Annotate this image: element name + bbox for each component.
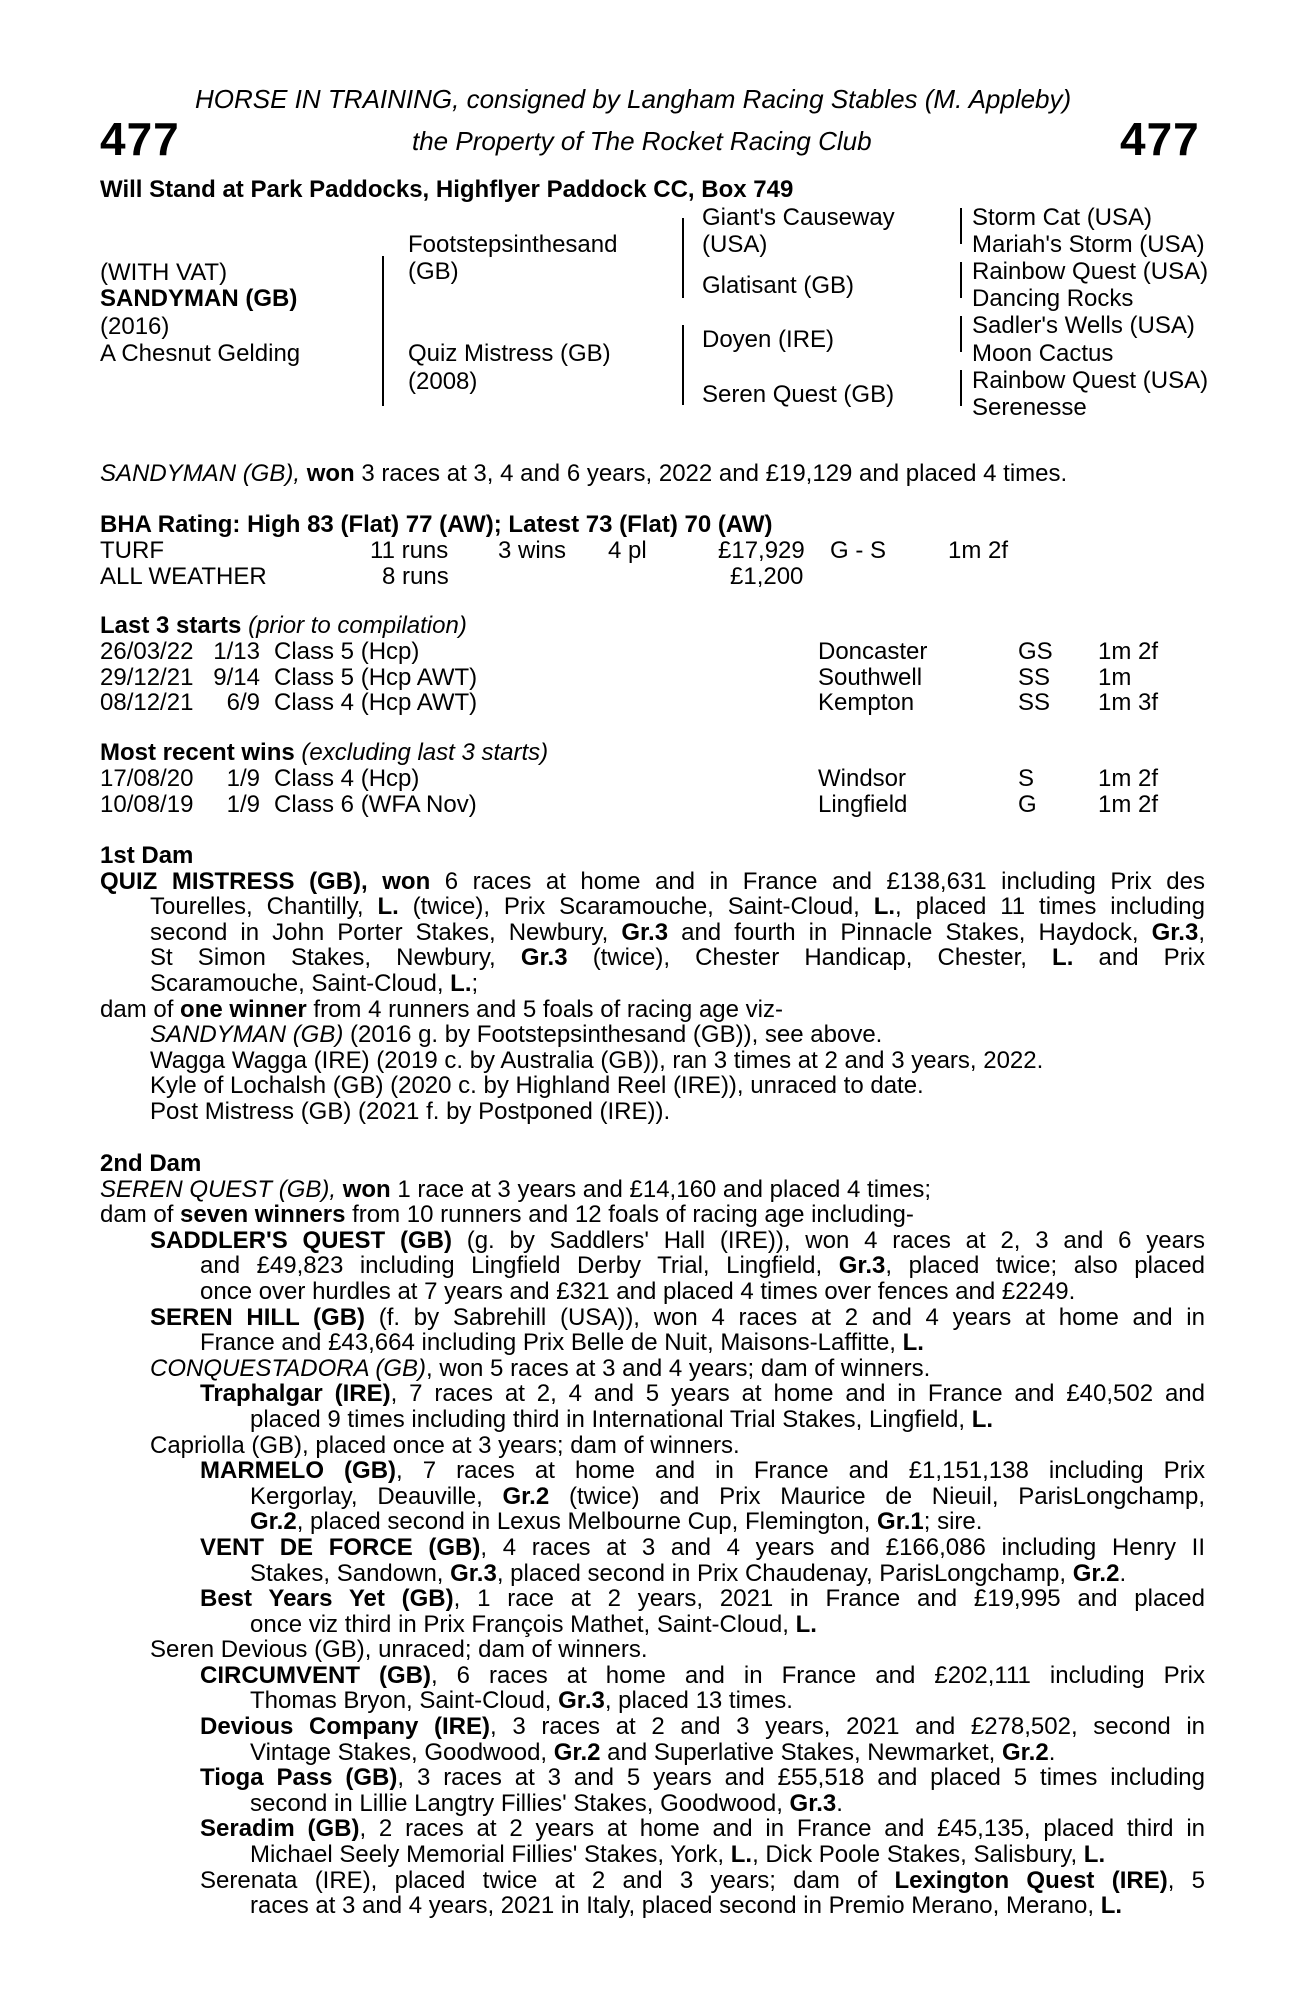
produce-name: Best Years Yet (GB) <box>200 1585 454 1613</box>
grade: L. <box>795 1610 817 1638</box>
produce-item <box>100 1535 1205 1561</box>
produce-item <box>100 1740 1205 1766</box>
text: and £49,823 including Lingfield Derby Trial, Lingfield, <box>200 1252 839 1280</box>
grade: Gr.3 <box>838 1252 886 1280</box>
text: dam of <box>100 995 181 1023</box>
pedigree-brace-3a <box>960 208 962 244</box>
text: , Dick Poole Stakes, Salisbury, <box>752 1841 1084 1869</box>
rating-wins <box>498 564 608 590</box>
win-date: 10/08/19 <box>100 790 194 818</box>
win-dist: 1m 2f <box>1098 765 1159 792</box>
second-dam-line <box>100 1202 1205 1228</box>
first-dam-line <box>100 920 1205 946</box>
grade: L. <box>1052 944 1074 972</box>
text: and fourth in Pinnacle Stakes, Haydock, <box>668 918 1152 946</box>
lot-number-left: 477 <box>100 113 180 165</box>
grade: Gr.2 <box>553 1738 601 1766</box>
table-row <box>100 766 1158 792</box>
start-course: Doncaster <box>818 638 928 665</box>
text: Tourelles, Chantilly, <box>150 893 378 921</box>
start-class: Class 5 (Hcp AWT) <box>274 663 478 691</box>
produce-name: CONQUESTADORA (GB) <box>150 1354 427 1382</box>
dam-dam: Seren Quest (GB) <box>702 381 895 408</box>
rating-pl <box>608 564 718 590</box>
text: , 3 races at 2 and 3 years, 2021 and £278,502, second in <box>490 1713 1205 1741</box>
second-dam-line <box>100 1177 1205 1203</box>
grade: L. <box>902 1329 924 1357</box>
text: , placed 13 times. <box>604 1687 793 1715</box>
ggp-7: Rainbow Quest (USA) <box>972 367 1209 394</box>
winner-count: seven winners <box>180 1201 346 1229</box>
produce-item: Capriolla (GB), placed once at 3 years; dam of winners. <box>150 1431 740 1459</box>
table-row <box>100 690 1158 716</box>
text: once viz third in Prix François Mathet, Saint-Cloud, <box>250 1610 796 1638</box>
rating-distance <box>948 564 1008 590</box>
produce-name: Lexington Quest (IRE) <box>894 1866 1168 1894</box>
text: , placed second in Lexus Melbourne Cup, Flemington, <box>296 1508 878 1536</box>
table-row <box>100 665 1158 691</box>
text: , 7 races at home and in France and £1,151,138 including Prix <box>396 1457 1206 1485</box>
text: and Prix <box>1073 944 1206 972</box>
recent-wins-table <box>100 766 1158 817</box>
text: . <box>836 1789 843 1817</box>
grade: Gr.3 <box>789 1789 837 1817</box>
produce-item <box>100 1022 1205 1048</box>
last-starts-note: (prior to compilation) <box>248 612 467 639</box>
first-dam-line <box>100 869 1205 895</box>
text: . <box>1119 1559 1127 1587</box>
second-dam-heading: 2nd Dam <box>100 1150 202 1177</box>
summary-name: SANDYMAN (GB), <box>100 460 301 487</box>
text: (twice), Chester Handicap, Chester, <box>567 944 1053 972</box>
text: , placed second in Prix Chaudenay, ParisLongchamp, <box>496 1559 1073 1587</box>
produce-item <box>100 1842 1205 1868</box>
dam-won: won <box>342 1175 391 1203</box>
dam-name: Quiz Mistress (GB) <box>408 340 611 367</box>
summary-text: 3 races at 3, 4 and 6 years, 2022 and £19,129 and placed 4 times. <box>354 460 1068 487</box>
grade: Gr.1 <box>877 1508 924 1536</box>
grade: L. <box>377 893 399 921</box>
text: (twice) and Prix Maurice de Nieuil, ParisLongchamp, <box>549 1482 1206 1510</box>
ggp-4: Dancing Rocks <box>972 285 1134 312</box>
text: from 4 runners and 5 foals of racing age viz- <box>306 995 783 1023</box>
produce-name: MARMELO (GB) <box>200 1457 397 1485</box>
text: 1 race at 3 years and £14,160 and placed 4 times; <box>390 1175 932 1203</box>
sire-sire: Giant's Causeway <box>702 204 895 231</box>
text: second in John Porter Stakes, Newbury, <box>150 918 622 946</box>
grade: Gr.3 <box>621 918 669 946</box>
start-date: 29/12/21 <box>100 663 194 691</box>
pedigree-brace-2a <box>682 218 684 298</box>
text: , 7 races at 2, 4 and 5 years at home and in France and £40,502 and <box>390 1380 1205 1408</box>
start-date: 08/12/21 <box>100 689 194 716</box>
rating-prize: £17,929 <box>718 537 805 564</box>
produce-name: Traphalgar (IRE) <box>200 1380 391 1408</box>
produce-name: SANDYMAN (GB) <box>150 1021 344 1049</box>
pedigree-brace-3c <box>960 316 962 352</box>
win-pos: 1/9 <box>226 790 260 818</box>
dam-sire: Doyen (IRE) <box>702 326 835 353</box>
text: (2016 g. by Footstepsinthesand (GB)), see above. <box>343 1021 883 1049</box>
text: , won 5 races at 3 and 4 years; dam of winners. <box>426 1354 931 1382</box>
dam-won: won <box>382 867 431 895</box>
recent-wins-title: Most recent wins <box>100 739 295 766</box>
text: Kergorlay, Deauville, <box>250 1482 503 1510</box>
produce-item <box>100 1586 1205 1612</box>
start-dist: 1m 2f <box>1098 638 1159 665</box>
produce-item <box>100 1893 1205 1919</box>
text: Stakes, Sandown, <box>250 1559 451 1587</box>
start-date: 26/03/22 <box>100 638 194 665</box>
produce-item <box>100 1663 1205 1689</box>
produce-item <box>100 1714 1205 1740</box>
produce-name: Devious Company (IRE) <box>200 1713 491 1741</box>
horse-description: A Chesnut Gelding <box>100 340 301 367</box>
text: Thomas Bryon, Saint-Cloud, <box>250 1687 559 1715</box>
win-going: G <box>1018 790 1037 818</box>
grade: Gr.2 <box>502 1482 550 1510</box>
first-dam-section <box>100 843 1205 1125</box>
text: dam of <box>100 1201 181 1229</box>
rating-prize: £1,200 <box>730 562 804 590</box>
produce-item <box>100 1791 1205 1817</box>
produce-item: Kyle of Lochalsh (GB) (2020 c. by Highland Reel (IRE)), unraced to date. <box>150 1072 924 1100</box>
start-pos: 9/14 <box>213 663 260 691</box>
sire-country: (GB) <box>408 258 459 285</box>
start-dist: 1m 3f <box>1098 689 1159 716</box>
sire-name: Footstepsinthesand <box>408 231 618 258</box>
sire-sire-country: (USA) <box>702 231 768 258</box>
text: , 5 <box>1167 1866 1206 1894</box>
table-row <box>100 639 1158 665</box>
start-class: Class 5 (Hcp) <box>274 638 420 665</box>
text: 6 races at home and in France and £138,631 including Prix des <box>430 867 1205 895</box>
text: , placed twice; also placed <box>885 1252 1205 1280</box>
text: France and £43,664 including Prix Belle de Nuit, Maisons-Laffitte, <box>200 1329 903 1357</box>
start-going: SS <box>1018 663 1051 691</box>
second-dam-section <box>100 1151 1205 1919</box>
text: ; <box>471 969 479 997</box>
dam-year: (2008) <box>408 368 478 395</box>
produce-item: Wagga Wagga (IRE) (2019 c. by Australia (GB)), ran 3 times at 2 and 3 years, 2022. <box>150 1046 1044 1074</box>
ggp-8: Serenesse <box>972 394 1087 421</box>
pedigree-brace-3b <box>960 262 962 298</box>
grade: Gr.3 <box>520 944 568 972</box>
produce-item: Seren Devious (GB), unraced; dam of winners. <box>150 1636 648 1664</box>
pedigree-brace-1 <box>382 256 384 406</box>
text: . <box>1048 1738 1056 1766</box>
text: Scaramouche, Saint-Cloud, <box>150 969 451 997</box>
ggp-6: Moon Cactus <box>972 340 1114 367</box>
text: (f. by Sabrehill (USA)), won 4 races at 2 and 4 years at home and in <box>365 1303 1205 1331</box>
text: , <box>1198 918 1205 946</box>
pedigree-brace-2b <box>682 325 684 405</box>
win-going: S <box>1018 765 1035 792</box>
sire-dam: Glatisant (GB) <box>702 272 855 299</box>
text: , 2 races at 2 years at home and in France and £45,135, placed third in <box>359 1815 1205 1843</box>
grade: Gr.3 <box>558 1687 605 1715</box>
produce-item <box>100 1816 1205 1842</box>
text: , 6 races at home and in France and £202,111 including Prix <box>431 1661 1205 1689</box>
start-going: SS <box>1018 689 1051 716</box>
produce-item <box>100 1868 1205 1894</box>
ggp-3: Rainbow Quest (USA) <box>972 258 1209 285</box>
text: and Superlative Stakes, Newmarket, <box>600 1738 1002 1766</box>
produce-item <box>100 1381 1205 1407</box>
produce-item: Post Mistress (GB) (2021 f. by Postponed (IRE)). <box>150 1097 671 1125</box>
first-dam-line <box>100 971 1205 997</box>
produce-item <box>100 1688 1205 1714</box>
ggp-5: Sadler's Wells (USA) <box>972 312 1195 339</box>
recent-wins-note: (excluding last 3 starts) <box>301 739 549 766</box>
produce-item <box>100 1305 1205 1331</box>
grade: Gr.2 <box>250 1508 297 1536</box>
text: , placed 11 times including <box>895 893 1205 921</box>
stand-line: Will Stand at Park Paddocks, Highflyer Paddock CC, Box 749 <box>100 176 794 203</box>
produce-item <box>100 1228 1205 1254</box>
summary-won: won <box>306 460 355 487</box>
dam-name-bold: QUIZ MISTRESS (GB), <box>100 867 368 895</box>
produce-item <box>100 1765 1205 1791</box>
text: Vintage Stakes, Goodwood, <box>250 1738 554 1766</box>
rating-wins: 3 wins <box>498 537 567 564</box>
rating-runs: 11 runs <box>370 537 449 564</box>
produce-item: once over hurdles at 7 years and £321 and placed 4 times over fences and £2249. <box>200 1277 1076 1305</box>
produce-name: Seradim (GB) <box>200 1815 360 1843</box>
grade: L. <box>1083 1841 1106 1869</box>
winner-count: one winner <box>180 995 307 1023</box>
last-starts-heading <box>100 613 467 639</box>
ggp-2: Mariah's Storm (USA) <box>972 231 1205 258</box>
rating-going: G - S <box>830 537 887 564</box>
grade: Gr.2 <box>1072 1559 1120 1587</box>
win-course: Lingfield <box>818 790 908 818</box>
first-dam-line <box>100 894 1205 920</box>
start-going: GS <box>1018 638 1053 665</box>
win-class: Class 4 (Hcp) <box>274 765 420 792</box>
produce-name: SEREN HILL (GB) <box>150 1303 366 1331</box>
dam-name: SEREN QUEST (GB), <box>100 1175 337 1203</box>
produce-item <box>100 1458 1205 1484</box>
first-dam-heading: 1st Dam <box>100 842 194 869</box>
text: St Simon Stakes, Newbury, <box>150 944 521 972</box>
produce-item <box>100 1612 1205 1638</box>
text: second in Lillie Langtry Fillies' Stakes, Goodwood, <box>250 1789 790 1817</box>
rating-pl: 4 pl <box>608 537 647 564</box>
grade: Gr.2 <box>1002 1738 1049 1766</box>
grade: L. <box>730 1841 753 1869</box>
win-date: 17/08/20 <box>100 765 194 792</box>
property-line: the Property of The Rocket Racing Club <box>412 126 872 156</box>
produce-name: VENT DE FORCE (GB) <box>200 1533 481 1561</box>
produce-name: SADDLER'S QUEST (GB) <box>150 1226 452 1254</box>
text: placed 9 times including third in International Trial Stakes, Lingfield, <box>250 1405 972 1433</box>
produce-name: CIRCUMVENT (GB) <box>200 1661 431 1689</box>
grade: L. <box>1100 1892 1123 1920</box>
start-class: Class 4 (Hcp AWT) <box>274 689 478 716</box>
start-pos: 1/13 <box>213 638 260 665</box>
table-row <box>100 792 1158 818</box>
text: Michael Seely Memorial Fillies' Stakes, York, <box>250 1841 731 1869</box>
text: (g. by Saddlers' Hall (IRE)), won 4 races at 2, 3 and 6 years <box>451 1226 1205 1254</box>
produce-item <box>100 1356 1205 1382</box>
win-class: Class 6 (WFA Nov) <box>274 790 477 818</box>
produce-item <box>100 1407 1205 1433</box>
race-summary <box>100 461 1067 487</box>
produce-item <box>100 1253 1205 1279</box>
grade: Gr.3 <box>1151 918 1199 946</box>
start-course: Southwell <box>818 663 923 691</box>
horse-year: (2016) <box>100 313 170 340</box>
win-dist: 1m 2f <box>1098 790 1159 818</box>
pedigree-brace-3d <box>960 370 962 406</box>
text: , 1 race at 2 years, 2021 in France and £19,995 and placed <box>453 1585 1206 1613</box>
text: (twice), Prix Scaramouche, Saint-Cloud, <box>398 893 874 921</box>
rating-table <box>100 538 1008 589</box>
grade: Gr.3 <box>450 1559 497 1587</box>
win-pos: 1/9 <box>226 765 260 792</box>
produce-item <box>100 1509 1205 1535</box>
text: , 4 races at 3 and 4 years and £166,086 including Henry II <box>480 1533 1205 1561</box>
start-pos: 6/9 <box>226 689 260 716</box>
text: , 3 races at 3 and 5 years and £55,518 and placed 5 times including <box>397 1764 1206 1792</box>
produce-name: Tioga Pass (GB) <box>200 1764 398 1792</box>
consignment-line: HORSE IN TRAINING, consigned by Langham Racing Stables (M. Appleby) <box>195 84 1072 114</box>
first-dam-line <box>100 945 1205 971</box>
grade: L. <box>873 893 896 921</box>
recent-wins-heading <box>100 740 548 766</box>
produce-item <box>100 1330 1205 1356</box>
first-dam-line <box>100 997 1205 1023</box>
win-course: Windsor <box>818 765 907 792</box>
text: ; sire. <box>923 1508 983 1536</box>
lot-number-right: 477 <box>1120 113 1200 165</box>
rating-distance: 1m 2f <box>948 537 1009 564</box>
table-row <box>100 564 1008 590</box>
text: from 10 runners and 12 foals of racing age including- <box>345 1201 914 1229</box>
text: Serenata (IRE), placed twice at 2 and 3 years; dam of <box>200 1866 895 1894</box>
last-starts-title: Last 3 starts <box>100 612 242 639</box>
start-course: Kempton <box>818 689 915 716</box>
horse-name: SANDYMAN (GB) <box>100 285 298 312</box>
rating-runs: 8 runs <box>382 562 449 590</box>
table-row <box>100 538 1008 564</box>
rating-going <box>830 564 948 590</box>
produce-item <box>100 1484 1205 1510</box>
horse-vat: (WITH VAT) <box>100 259 228 286</box>
rating-surface: TURF <box>100 537 164 564</box>
start-dist: 1m <box>1098 663 1132 691</box>
grade: L. <box>971 1405 994 1433</box>
text: races at 3 and 4 years, 2021 in Italy, placed second in Premio Merano, Merano, <box>250 1892 1101 1920</box>
produce-item <box>100 1561 1205 1587</box>
ggp-1: Storm Cat (USA) <box>972 204 1153 231</box>
last-starts-table <box>100 639 1158 716</box>
rating-surface: ALL WEATHER <box>100 562 267 590</box>
bha-rating: BHA Rating: High 83 (Flat) 77 (AW); Latest 73 (Flat) 70 (AW) <box>100 511 773 538</box>
grade: L. <box>450 969 472 997</box>
